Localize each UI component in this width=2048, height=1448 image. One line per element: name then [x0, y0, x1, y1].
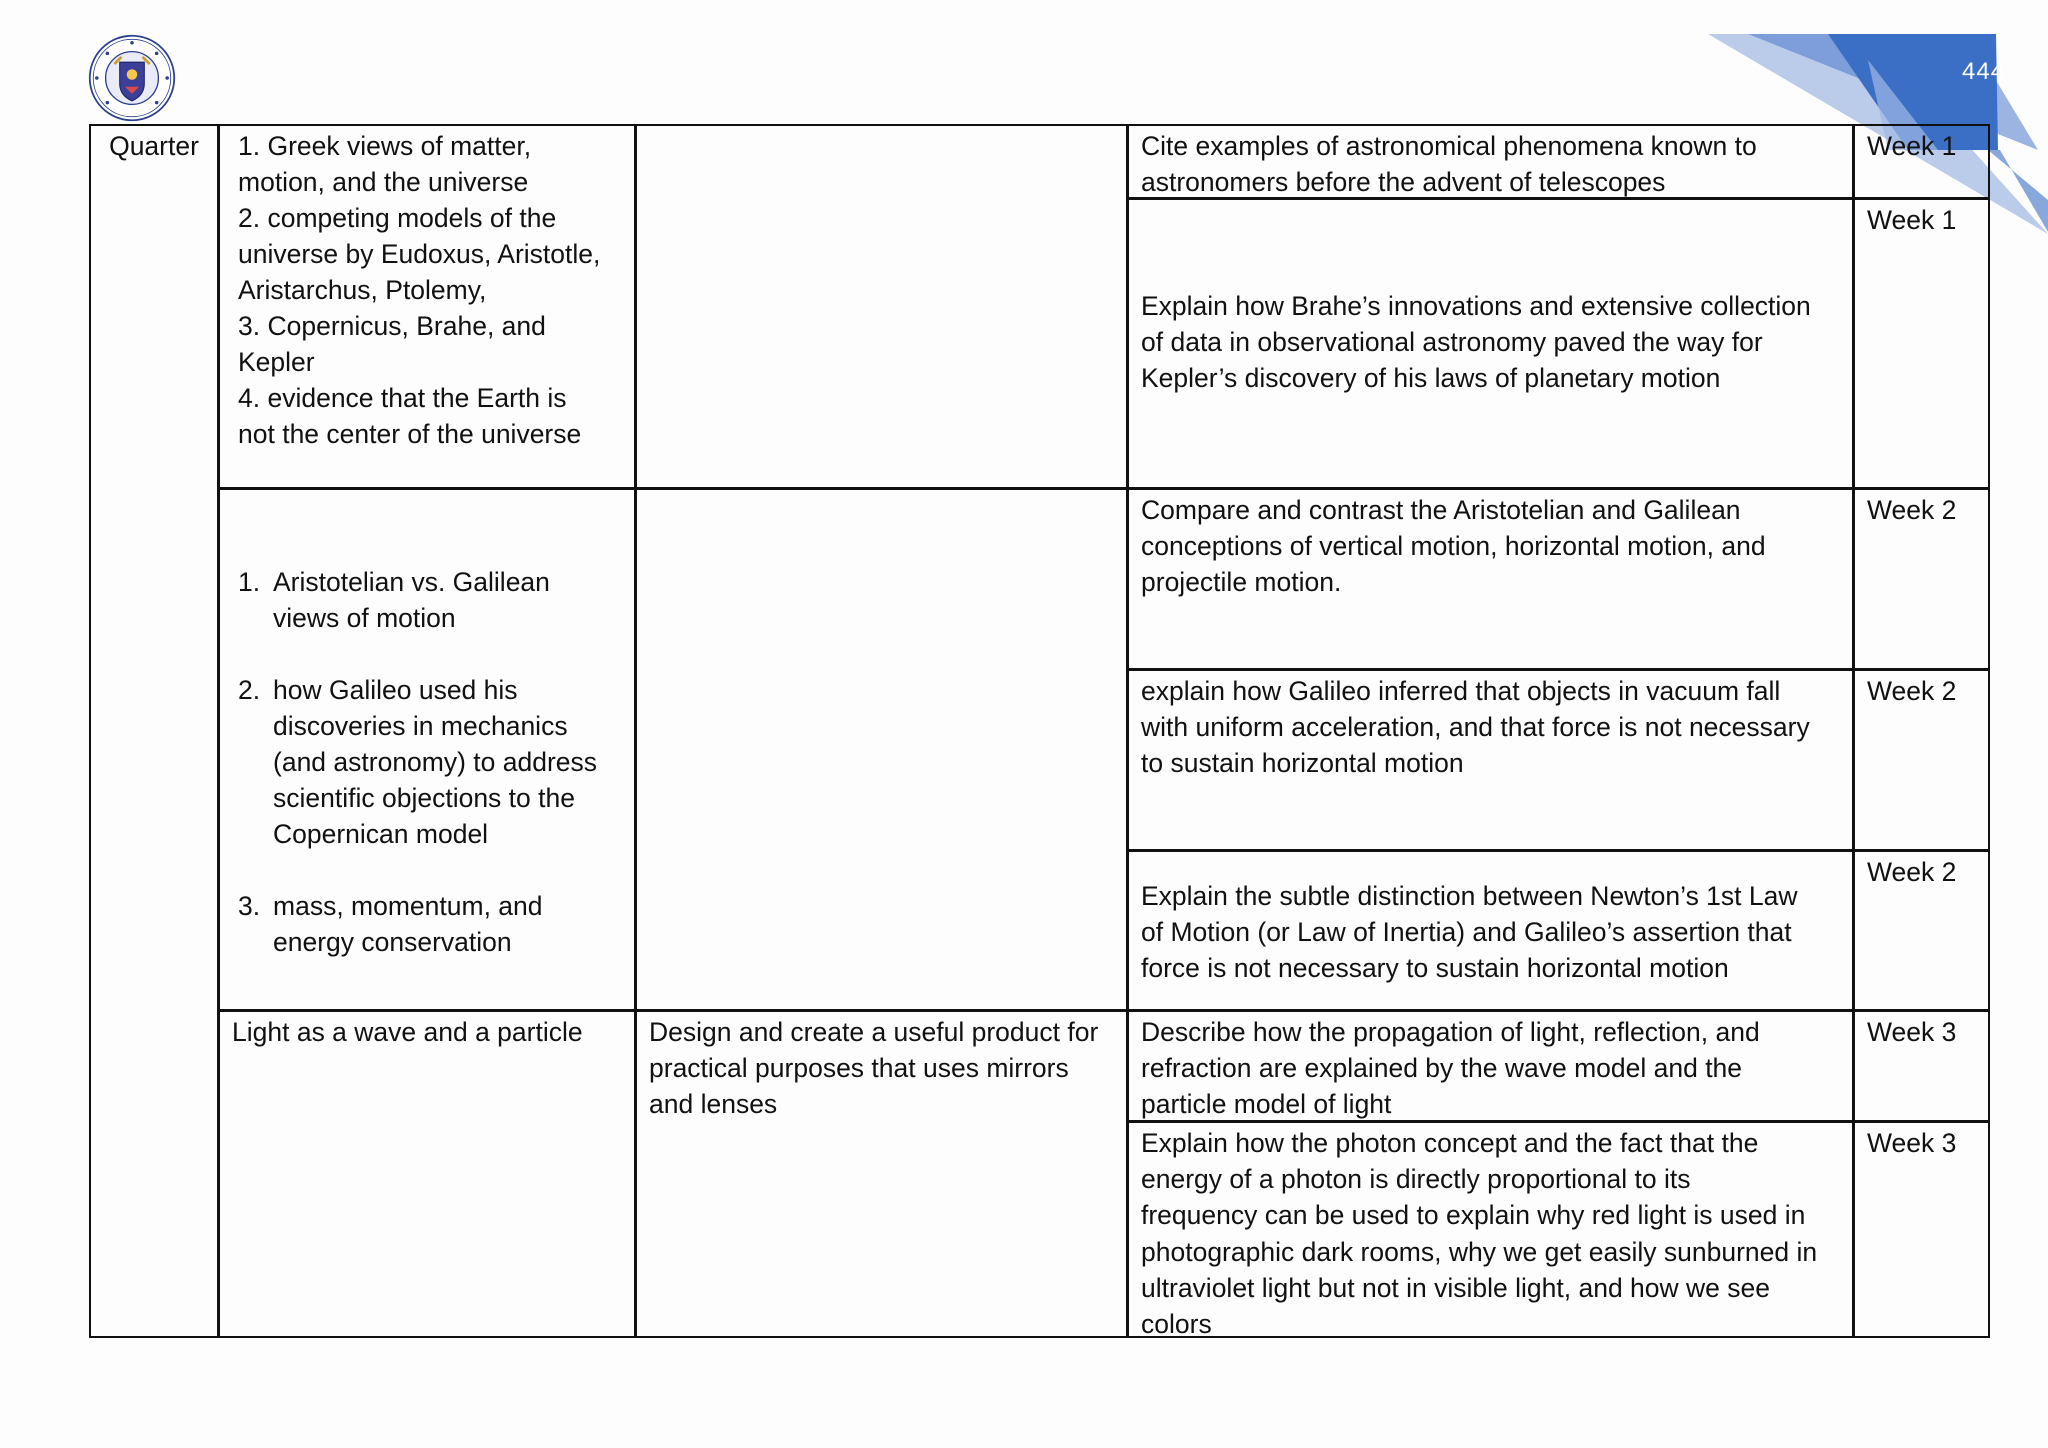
week-cell-2b: Week 2	[1853, 669, 1990, 851]
week-cell-2a: Week 2	[1853, 488, 1990, 670]
list-item: 2. how Galileo used his discoveries in mechanics (and astronomy) to address scientific objections to the Copernican model	[238, 675, 598, 849]
quarter-cell: Quarter	[89, 124, 219, 1338]
list-item: 1. Aristotelian vs. Galilean views of motion	[238, 567, 550, 633]
standard-cell-1	[635, 124, 1128, 489]
content-cell-1: 1. Greek views of matter, motion, and the universe 2. competing models of the universe by Eudoxus, Aristotle, Aristarchus, Ptolemy, 3. Copernicus, Brahe, and Kepler 4. evidence that the Earth is not the center of the universe	[218, 124, 636, 489]
competency-cell-3b: Explain how the photon concept and the fact that the energy of a photon is directly proportional to its frequency can be used to explain why red light is used in photographic dark rooms, why we get easily sunburned in ultraviolet light but not in visible light, and how we see colors	[1127, 1121, 1854, 1338]
week-cell-2c: Week 2	[1853, 850, 1990, 1011]
competency-cell-1b: Explain how Brahe’s innovations and extensive collection of data in observational astronomy paved the way for Kepler’s discovery of his laws of planetary motion	[1127, 198, 1854, 489]
standard-cell-3: Design and create a useful product for practical purposes that uses mirrors and lenses	[635, 1010, 1128, 1338]
week-cell-1b: Week 1	[1853, 198, 1990, 489]
competency-cell-2c: Explain the subtle distinction between Newton’s 1st Law of Motion (or Law of Inertia) and Galileo’s assertion that force is not necessary to sustain horizontal motion	[1127, 850, 1854, 1011]
content-cell-3: Light as a wave and a particle	[218, 1010, 636, 1338]
content-cell-2	[218, 488, 636, 1011]
topic-list	[238, 528, 622, 996]
competency-cell-3a: Describe how the propagation of light, reflection, and refraction are explained by the wave model and the particle model of light	[1127, 1010, 1854, 1122]
competency-cell-1a: Cite examples of astronomical phenomena known to astronomers before the advent of telescopes	[1127, 124, 1854, 199]
competency-cell-2b: explain how Galileo inferred that objects in vacuum fall with uniform acceleration, and that force is not necessary to sustain horizontal motion	[1127, 669, 1854, 851]
list-item: 3. mass, momentum, and energy conservation	[238, 891, 543, 957]
deped-seal-logo	[88, 34, 176, 122]
page-number: 444	[1962, 58, 2006, 85]
week-cell-3b: Week 3	[1853, 1121, 1990, 1338]
week-cell-3a: Week 3	[1853, 1010, 1990, 1122]
week-cell-1a: Week 1	[1853, 124, 1990, 199]
competency-cell-2a: Compare and contrast the Aristotelian and Galilean conceptions of vertical motion, horizontal motion, and projectile motion.	[1127, 488, 1854, 670]
standard-cell-2	[635, 488, 1128, 1011]
